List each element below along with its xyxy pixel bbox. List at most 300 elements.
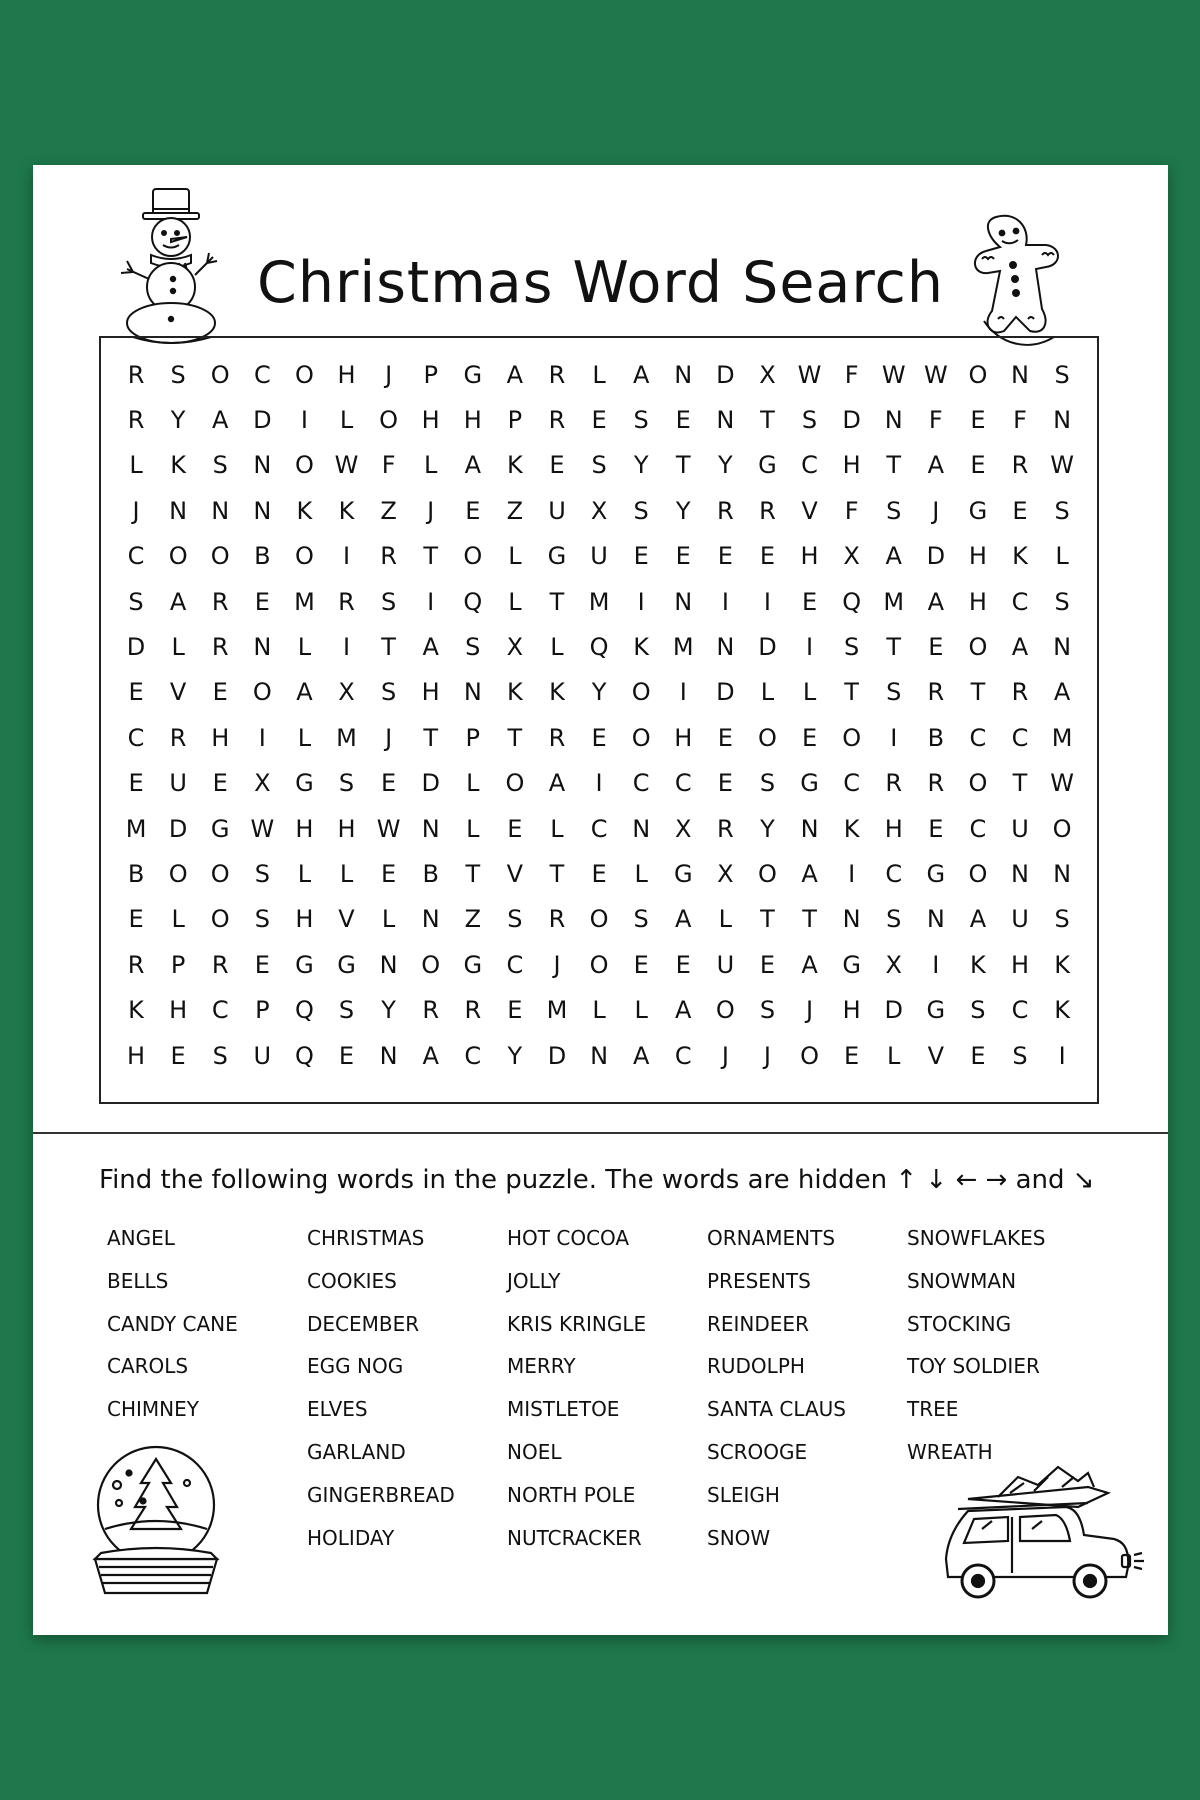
grid-letter: O xyxy=(968,360,988,389)
grid-letter: O xyxy=(589,950,609,979)
grid-letter: E xyxy=(212,678,228,707)
grid-letter: R xyxy=(927,769,945,798)
grid-letter: A xyxy=(969,905,987,934)
grid-letter: R xyxy=(548,905,566,934)
grid-letter: H xyxy=(463,406,482,435)
grid-letter: C xyxy=(969,814,987,843)
grid-letter: A xyxy=(632,360,650,389)
grid-letter: L xyxy=(592,360,606,389)
grid-letter: I xyxy=(848,859,856,888)
grid-letter: R xyxy=(211,950,229,979)
grid-letter: L xyxy=(297,859,312,888)
grid-letter: E xyxy=(801,587,818,616)
grid-letter: L xyxy=(424,451,438,480)
grid-letter: O xyxy=(294,360,314,389)
grid-letter: N xyxy=(590,1041,609,1070)
word-item: SNOWMAN xyxy=(907,1268,1017,1293)
grid-letter: M xyxy=(1051,723,1073,752)
grid-letter: W xyxy=(250,814,275,843)
grid-letter: R xyxy=(717,496,734,525)
grid-letter: Y xyxy=(507,1041,523,1070)
grid-letter: V xyxy=(506,859,524,888)
grid-letter: J xyxy=(385,360,393,389)
grid-letter: C xyxy=(590,814,608,843)
grid-letter: R xyxy=(548,723,566,752)
grid-letter: K xyxy=(1012,542,1028,571)
grid-letter: I xyxy=(595,769,603,798)
grid-letter: A xyxy=(801,859,818,888)
grid-letter: L xyxy=(171,633,185,662)
grid-letter: K xyxy=(1054,996,1070,1025)
grid-letter: L xyxy=(550,814,564,843)
grid-letter: H xyxy=(337,814,356,843)
grid-letter: U xyxy=(1011,905,1029,934)
grid-letter: T xyxy=(507,723,523,752)
grid-letter: O xyxy=(168,859,188,888)
grid-letter: D xyxy=(926,542,946,571)
grid-letter: E xyxy=(801,723,818,752)
worksheet xyxy=(33,165,1168,1635)
grid-letter: R xyxy=(548,406,566,435)
grid-letter: H xyxy=(211,723,230,752)
word-item: ANGEL xyxy=(107,1226,175,1250)
grid-letter: S xyxy=(212,451,228,480)
grid-letter: A xyxy=(675,905,692,934)
grid-letter: G xyxy=(463,360,483,389)
grid-letter: E xyxy=(717,723,733,752)
grid-letter: O xyxy=(631,678,651,707)
grid-letter: E xyxy=(254,587,270,616)
grid-letter: D xyxy=(126,633,146,662)
grid-letter: S xyxy=(170,360,186,389)
grid-letter: H xyxy=(421,678,440,707)
grid-letter: X xyxy=(843,542,860,571)
grid-letter: S xyxy=(886,678,902,707)
grid-letter: W xyxy=(881,360,906,389)
word-item: ELVES xyxy=(307,1397,368,1422)
grid-letter: G xyxy=(295,769,314,798)
grid-letter: O xyxy=(589,905,609,934)
grid-letter: B xyxy=(127,859,145,888)
word-column xyxy=(507,1217,707,1559)
grid-letter: E xyxy=(591,723,607,752)
grid-letter: N xyxy=(842,905,861,934)
grid-letter: K xyxy=(633,633,650,662)
grid-letter: K xyxy=(170,451,187,480)
grid-letter: T xyxy=(844,678,859,707)
grid-letter: E xyxy=(675,542,691,571)
grid-letter: E xyxy=(1012,496,1028,525)
grid-letter: S xyxy=(970,996,986,1025)
grid-letter: M xyxy=(294,587,315,616)
grid-letter: F xyxy=(844,496,859,525)
grid-letter: W xyxy=(376,814,401,843)
grid-letter: L xyxy=(634,996,648,1025)
grid-letter: J xyxy=(553,950,561,979)
grid-letter: L xyxy=(381,905,396,934)
word-item: NUTCRACKER xyxy=(507,1525,642,1550)
instructions: Find the following words in the puzzle. The words are hidden ↑ ↓ ← → and ↘ xyxy=(99,1165,1095,1195)
grid-letter: T xyxy=(970,678,986,707)
grid-letter: A xyxy=(464,451,481,480)
grid-letter: N xyxy=(884,406,903,435)
grid-letter: U xyxy=(1011,814,1029,843)
grid-letter: L xyxy=(508,542,522,571)
grid-letter: S xyxy=(380,587,397,616)
grid-letter: E xyxy=(338,1041,355,1070)
grid-letter: P xyxy=(465,723,481,752)
grid-letter: S xyxy=(886,905,902,934)
grid-letter: S xyxy=(633,905,649,934)
grid-letter: I xyxy=(679,678,687,707)
grid-letter: N xyxy=(211,496,230,525)
grid-letter: N xyxy=(169,496,188,525)
grid-letter: S xyxy=(212,1041,228,1070)
grid-letter: A xyxy=(801,950,818,979)
grid-letter: K xyxy=(128,996,144,1025)
word-item: TREE xyxy=(907,1397,959,1422)
grid-letter: I xyxy=(806,633,814,662)
grid-letter: H xyxy=(1010,950,1030,979)
grid-letter: Y xyxy=(760,814,775,843)
word-column xyxy=(707,1217,907,1559)
word-item: WREATH xyxy=(907,1439,993,1464)
grid-letter: E xyxy=(970,1041,986,1070)
grid-letter: R xyxy=(127,950,145,979)
grid-letter: X xyxy=(885,950,902,979)
grid-letter: E xyxy=(170,1041,186,1070)
grid-letter: D xyxy=(758,633,777,662)
grid-letter: H xyxy=(421,406,440,435)
grid-letter: O xyxy=(505,769,525,798)
grid-letter: T xyxy=(886,451,902,480)
grid-letter: D xyxy=(716,678,735,707)
word-item: MERRY xyxy=(507,1354,576,1379)
grid-letter: R xyxy=(717,814,734,843)
grid-letter: N xyxy=(674,360,693,389)
grid-letter: O xyxy=(968,633,988,662)
grid-letter: S xyxy=(254,859,270,888)
word-column xyxy=(307,1217,507,1559)
grid-letter: G xyxy=(463,950,483,979)
grid-letter: T xyxy=(549,587,565,616)
grid-letter: R xyxy=(338,587,355,616)
divider xyxy=(33,1132,1168,1134)
grid-letter: N xyxy=(1011,360,1029,389)
grid-letter: K xyxy=(507,451,523,480)
grid-letter: E xyxy=(928,814,944,843)
grid-letter: A xyxy=(548,769,566,798)
grid-letter: Z xyxy=(464,905,482,934)
word-item: SNOW xyxy=(707,1525,771,1550)
grid-letter: R xyxy=(127,406,145,435)
grid-letter: N xyxy=(421,905,440,934)
grid-letter: C xyxy=(1011,996,1029,1025)
grid-letter: O xyxy=(631,723,651,752)
grid-letter: E xyxy=(759,950,776,979)
grid-letter: O xyxy=(379,406,399,435)
grid-letter: I xyxy=(300,406,308,435)
word-item: EGG NOG xyxy=(307,1354,404,1379)
word-item: CAROLS xyxy=(107,1354,189,1379)
grid-letter: V xyxy=(169,678,187,707)
grid-letter: T xyxy=(802,905,817,934)
grid-letter: C xyxy=(885,859,903,888)
grid-letter: D xyxy=(421,769,440,798)
grid-letter: N xyxy=(253,633,272,662)
grid-letter: G xyxy=(758,451,777,480)
word-item: ORNAMENTS xyxy=(707,1226,836,1250)
grid-letter: G xyxy=(926,859,946,888)
grid-letter: X xyxy=(506,633,524,662)
grid-letter: W xyxy=(334,451,359,480)
page-title: Christmas Word Search xyxy=(257,250,944,316)
grid-letter: S xyxy=(465,633,481,662)
grid-letter: F xyxy=(844,360,859,389)
grid-letter: I xyxy=(1058,1041,1066,1070)
grid-letter: L xyxy=(466,814,480,843)
grid-letter: H xyxy=(968,587,987,616)
grid-letter: Y xyxy=(170,406,186,435)
grid-letter: L xyxy=(634,859,648,888)
grid-letter: N xyxy=(800,814,819,843)
grid-letter: N xyxy=(463,678,482,707)
grid-letter: S xyxy=(338,996,355,1025)
word-item: HOT COCOA xyxy=(507,1226,630,1250)
grid-letter: E xyxy=(128,678,144,707)
word-item: SANTA CLAUS xyxy=(707,1397,846,1422)
grid-letter: M xyxy=(125,814,147,843)
grid-letter: J xyxy=(721,1041,729,1070)
grid-letter: S xyxy=(759,996,776,1025)
grid-letter: C xyxy=(253,360,271,389)
grid-letter: O xyxy=(1052,814,1072,843)
grid-letter: N xyxy=(926,905,945,934)
grid-letter: S xyxy=(1012,1041,1028,1070)
grid-letter: I xyxy=(763,587,771,616)
grid-letter: G xyxy=(295,950,314,979)
grid-letter: U xyxy=(169,769,187,798)
grid-letter: H xyxy=(295,905,314,934)
grid-letter: S xyxy=(254,905,270,934)
grid-letter: A xyxy=(927,587,945,616)
grid-letter: H xyxy=(800,542,819,571)
word-item: NORTH POLE xyxy=(507,1482,636,1507)
grid-letter: X xyxy=(338,678,355,707)
grid-letter: A xyxy=(1053,678,1071,707)
grid-letter: N xyxy=(253,496,272,525)
grid-letter: M xyxy=(546,996,568,1025)
grid-letter: A xyxy=(885,542,902,571)
grid-letter: A xyxy=(1011,633,1029,662)
grid-letter: A xyxy=(506,360,524,389)
grid-letter: L xyxy=(887,1041,901,1070)
grid-letter: H xyxy=(842,451,861,480)
word-item: KRIS KRINGLE xyxy=(507,1311,647,1336)
grid-letter: G xyxy=(337,950,356,979)
grid-letter: Q xyxy=(589,633,609,662)
word-item: SNOWFLAKES xyxy=(907,1226,1046,1250)
grid-letter: K xyxy=(549,678,565,707)
grid-letter: T xyxy=(423,542,439,571)
grid-letter: V xyxy=(801,496,818,525)
grid-letter: K xyxy=(338,496,355,525)
grid-letter: I xyxy=(342,633,351,662)
word-item: STOCKING xyxy=(907,1311,1012,1336)
grid-letter: T xyxy=(423,723,439,752)
grid-letter: E xyxy=(717,769,733,798)
grid-letter: L xyxy=(718,905,733,934)
grid-letter: E xyxy=(212,769,228,798)
grid-letter: Q xyxy=(463,587,483,616)
grid-letter: I xyxy=(721,587,729,616)
grid-letter: C xyxy=(506,950,524,979)
grid-letter: E xyxy=(591,406,607,435)
grid-letter: C xyxy=(674,769,692,798)
grid-letter: T xyxy=(381,633,396,662)
grid-letter: R xyxy=(380,542,397,571)
grid-letter: E xyxy=(254,950,270,979)
grid-letter: S xyxy=(1054,360,1070,389)
word-item: BELLS xyxy=(107,1268,169,1293)
grid-letter: T xyxy=(465,859,481,888)
grid-letter: G xyxy=(968,496,988,525)
grid-letter: T xyxy=(760,406,775,435)
grid-letter: S xyxy=(844,633,860,662)
grid-letter: G xyxy=(800,769,819,798)
grid-letter: K xyxy=(296,496,313,525)
grid-letter: Z xyxy=(380,496,397,525)
grid-letter: O xyxy=(294,542,314,571)
grid-letter: C xyxy=(127,542,145,571)
grid-letter: W xyxy=(797,360,822,389)
grid-letter: D xyxy=(253,406,272,435)
word-item: RUDOLPH xyxy=(707,1354,805,1379)
grid-letter: O xyxy=(758,723,777,752)
grid-letter: D xyxy=(168,814,188,843)
grid-letter: L xyxy=(508,587,522,616)
grid-letter: C xyxy=(632,769,650,798)
grid-letter: O xyxy=(800,1041,819,1070)
grid-letter: J xyxy=(763,1041,771,1070)
grid-letter: S xyxy=(507,905,523,934)
grid-letter: N xyxy=(1053,633,1072,662)
grid-letter: S xyxy=(591,451,607,480)
grid-letter: F xyxy=(1013,406,1027,435)
grid-letter: U xyxy=(548,496,566,525)
grid-letter: W xyxy=(1050,451,1074,480)
grid-letter: W xyxy=(923,360,948,389)
grid-letter: S xyxy=(1054,587,1070,616)
grid-letter: S xyxy=(1054,905,1070,934)
grid-letter: L xyxy=(297,723,312,752)
word-item: TOY SOLDIER xyxy=(907,1354,1040,1379)
grid-letter: Y xyxy=(591,678,607,707)
grid-letter: J xyxy=(932,496,940,525)
grid-letter: S xyxy=(759,769,776,798)
grid-letter: H xyxy=(884,814,903,843)
grid-letter: O xyxy=(758,859,777,888)
grid-letter: E xyxy=(759,542,776,571)
grid-letter: R xyxy=(1011,451,1029,480)
word-search-grid-box xyxy=(99,336,1099,1104)
grid-letter: G xyxy=(673,859,693,888)
grid-letter: L xyxy=(802,678,817,707)
grid-letter: A xyxy=(169,587,187,616)
grid-letter: C xyxy=(1011,587,1029,616)
grid-letter: O xyxy=(210,360,230,389)
grid-letter: I xyxy=(932,950,940,979)
grid-letter: O xyxy=(463,542,483,571)
grid-letter: H xyxy=(337,360,356,389)
grid-letter: A xyxy=(422,633,439,662)
grid-letter: P xyxy=(423,360,438,389)
grid-letter: D xyxy=(842,406,861,435)
grid-letter: D xyxy=(884,996,903,1025)
grid-letter: X xyxy=(675,814,692,843)
grid-letter: N xyxy=(253,451,272,480)
grid-letter: L xyxy=(550,633,564,662)
grid-letter: E xyxy=(507,814,523,843)
word-item: CHIMNEY xyxy=(107,1397,199,1422)
grid-letter: G xyxy=(210,814,230,843)
word-item: JOLLY xyxy=(507,1268,561,1293)
grid-letter: S xyxy=(633,496,649,525)
word-item: SCROOGE xyxy=(707,1439,808,1464)
grid-letter: T xyxy=(886,633,902,662)
grid-letter: R xyxy=(169,723,187,752)
grid-letter: T xyxy=(675,451,691,480)
grid-letter: H xyxy=(127,1041,146,1070)
grid-letter: R xyxy=(885,769,903,798)
grid-letter: E xyxy=(128,905,144,934)
grid-letter: E xyxy=(381,769,397,798)
snow-globe-icon xyxy=(83,1443,233,1603)
grid-letter: C xyxy=(211,996,229,1025)
grid-letter: T xyxy=(549,859,565,888)
grid-letter: W xyxy=(1050,769,1074,798)
grid-letter: C xyxy=(969,723,987,752)
grid-letter: N xyxy=(1011,859,1029,888)
grid-letter: K xyxy=(843,814,860,843)
grid-letter: E xyxy=(633,950,649,979)
grid-letter: V xyxy=(927,1041,945,1070)
grid-letter: C xyxy=(801,451,818,480)
grid-letter: Y xyxy=(381,996,396,1025)
word-item: COOKIES xyxy=(307,1268,397,1293)
grid-letter: C xyxy=(127,723,145,752)
grid-letter: C xyxy=(464,1041,482,1070)
grid-letter: I xyxy=(258,723,266,752)
grid-letter: E xyxy=(928,633,944,662)
grid-letter: A xyxy=(212,406,229,435)
grid-letter: C xyxy=(843,769,861,798)
grid-letter: I xyxy=(342,542,351,571)
grid-letter: X xyxy=(759,360,776,389)
word-item: GARLAND xyxy=(307,1439,406,1464)
grid-letter: X xyxy=(717,859,734,888)
grid-letter: J xyxy=(385,723,393,752)
grid-letter: E xyxy=(465,496,481,525)
grid-letter: R xyxy=(211,587,229,616)
grid-letter: R xyxy=(548,360,566,389)
word-item: REINDEER xyxy=(707,1311,809,1336)
grid-letter: N xyxy=(421,814,440,843)
grid-letter: F xyxy=(928,406,943,435)
grid-letter: H xyxy=(169,996,188,1025)
grid-letter: E xyxy=(591,859,607,888)
grid-letter: R xyxy=(927,678,945,707)
